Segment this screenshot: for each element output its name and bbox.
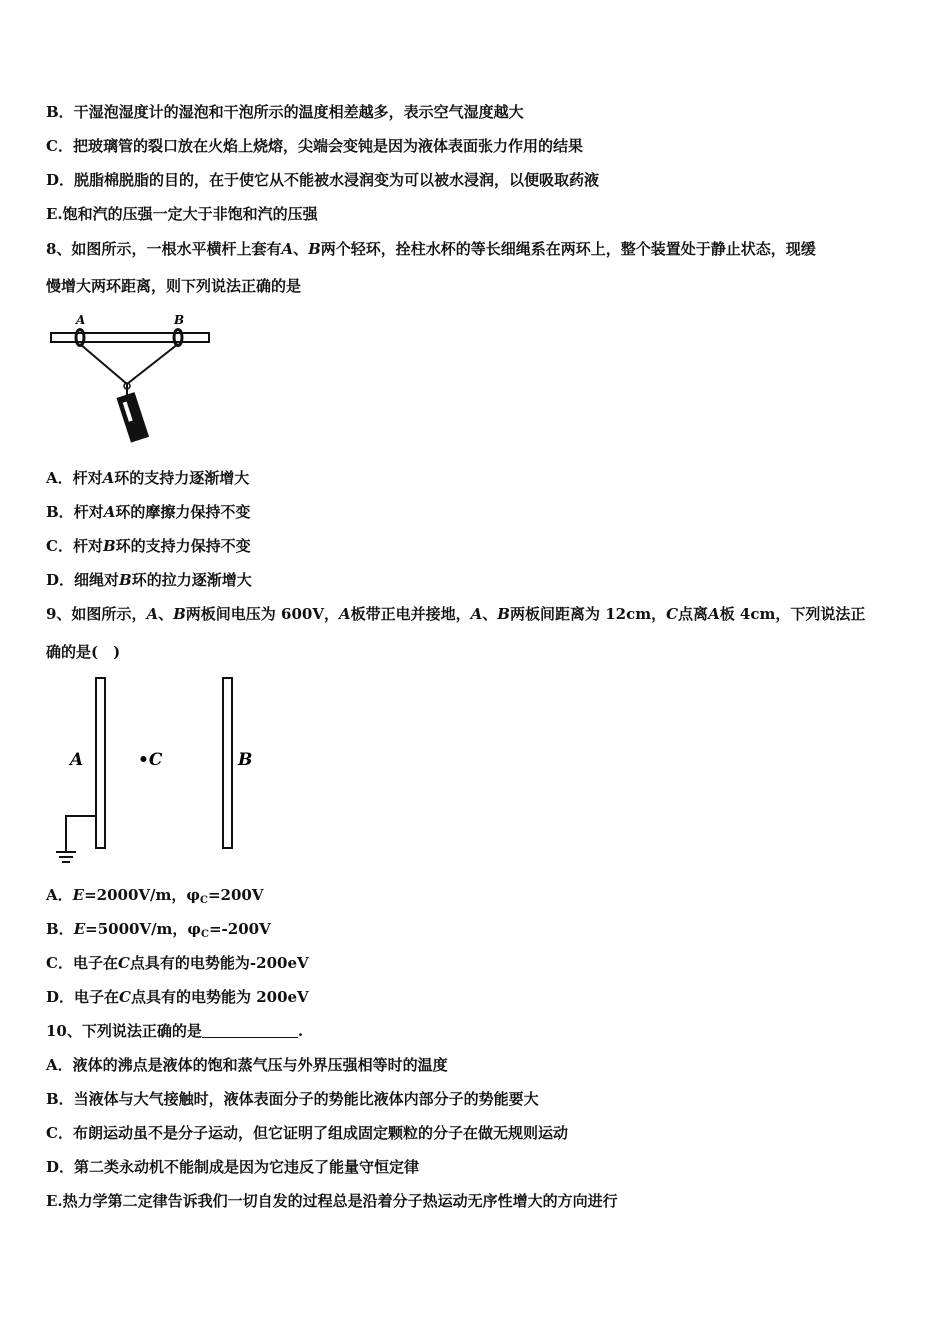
fig9-label-a: A	[70, 750, 84, 770]
ground-symbol	[56, 816, 96, 862]
q7-option-d: D．脱脂棉脱脂的目的，在于使它从不能被水浸润变为可以被水浸润，以便吸取药液	[46, 171, 600, 189]
q7-option-e: E.饱和汽的压强一定大于非饱和汽的压强	[46, 205, 318, 223]
q10-option-c: C．布朗运动虽不是分子运动，但它证明了组成固定颗粒的分子在做无规则运动	[46, 1124, 568, 1142]
q9-option-a: A．E=2000V/m，$\varphi_C=200V$	[46, 886, 264, 906]
q9-option-d: D．电子在C点具有的电势能为 200eV	[46, 988, 309, 1006]
answer-blank[interactable]	[202, 1023, 298, 1038]
q8-figure	[46, 308, 216, 448]
q8-option-b: B．杆对A环的摩擦力保持不变	[46, 503, 251, 521]
q10-option-d: D．第二类永动机不能制成是因为它违反了能量守恒定律	[46, 1158, 420, 1176]
fig8-label-a: A	[76, 313, 86, 327]
q7-option-c: C．把玻璃管的裂口放在火焰上烧熔，尖端会变钝是因为液体表面张力作用的结果	[46, 137, 583, 155]
q8-option-c: C．杆对B环的支持力保持不变	[46, 537, 251, 555]
fig9-label-b: B	[238, 750, 253, 770]
q8-stem-line1: 8、如图所示，一根水平横杆上套有A、B两个轻环，拴柱水杯的等长细绳系在两环上，整个装置处于静止状态，现缓	[46, 240, 816, 258]
q8-option-d: D．细绳对B环的拉力逐渐增大	[46, 571, 252, 589]
q9-stem-line2: 确的是( )	[46, 643, 121, 661]
q9-option-b: B．E=5000V/m，$\varphi_C=-200V$	[46, 920, 271, 940]
fig9-label-c: •C	[138, 750, 163, 770]
string-right	[127, 344, 178, 384]
q8-option-a: A．杆对A环的支持力逐渐增大	[46, 469, 250, 487]
plate-b	[223, 678, 232, 848]
string-left	[80, 344, 127, 384]
q10-option-a: A．液体的沸点是液体的饱和蒸气压与外界压强相等时的温度	[46, 1056, 448, 1074]
q9-figure	[50, 674, 270, 874]
q9-option-c: C．电子在C点具有的电势能为-200eV	[46, 954, 309, 972]
q10-stem: 10、下列说法正确的是 .	[46, 1022, 304, 1040]
q9-stem-line1: 9、如图所示，A、B两板间电压为 600V，A板带正电并接地，A、B两板间距离为 12cm，C点离A板 4cm，下列说法正	[46, 605, 866, 623]
plate-a	[96, 678, 105, 848]
q10-option-e: E.热力学第二定律告诉我们一切自发的过程总是沿着分子热运动无序性增大的方向进行	[46, 1192, 618, 1210]
q10-option-b: B．当液体与大气接触时，液体表面分子的势能比液体内部分子的势能要大	[46, 1090, 539, 1108]
fig8-label-b: B	[174, 313, 185, 327]
q8-stem-line2: 慢增大两环距离，则下列说法正确的是	[46, 277, 302, 295]
water-cup	[117, 393, 148, 442]
q7-option-b: B．干湿泡湿度计的湿泡和干泡所示的温度相差越多，表示空气湿度越大	[46, 103, 524, 121]
